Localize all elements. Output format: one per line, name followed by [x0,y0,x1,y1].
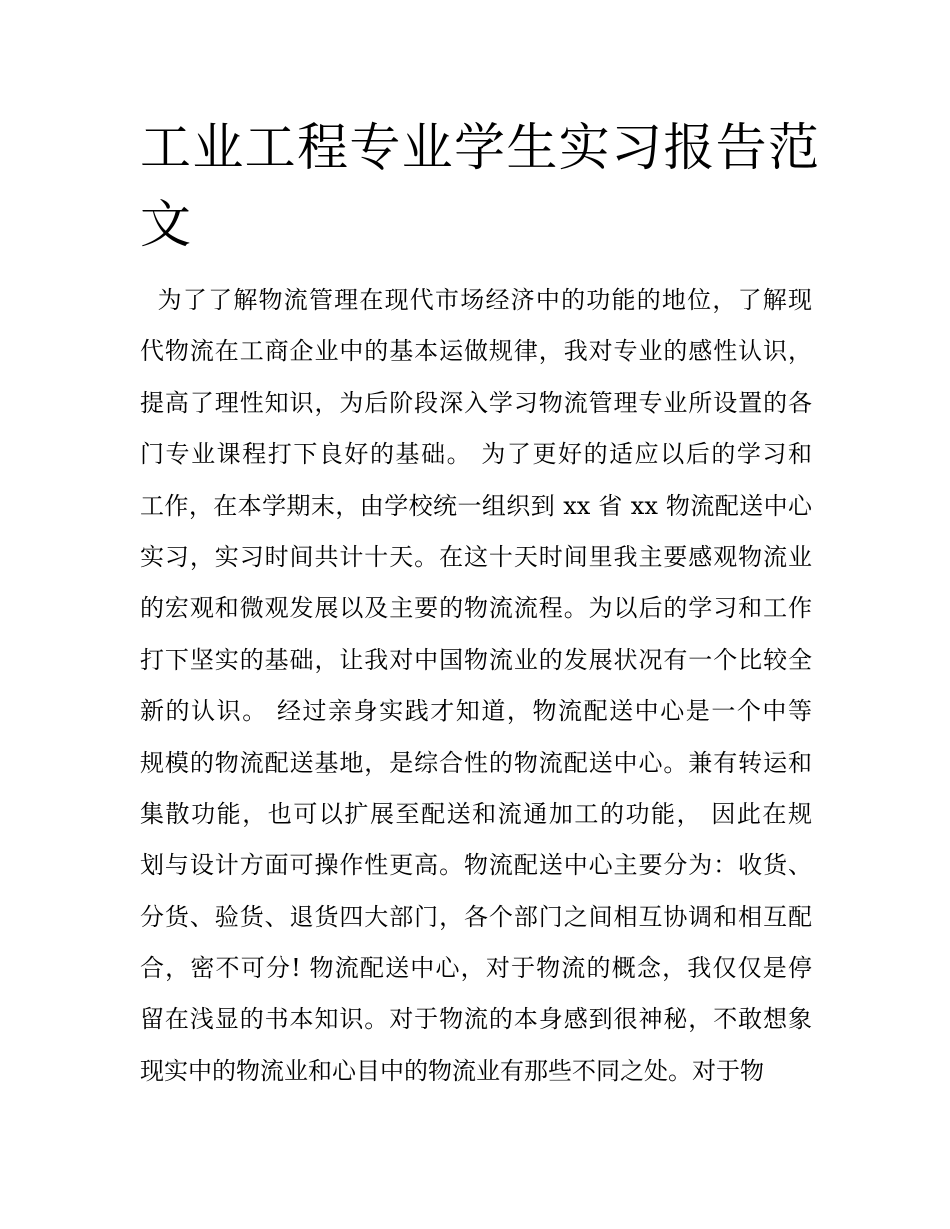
body-line: 打下坚实的基础，让我对中国物流业的发展状况有一个比较全 [140,645,812,674]
body-line: 为了了解物流管理在现代市场经济中的功能的地位，了解现 [140,286,812,314]
body-line: 门专业课程打下良好的基础。 为了更好的适应以后的学习和 [140,440,812,469]
body-line: 实习，实习时间共计十天。在这十天时间里我主要感观物流业 [140,542,812,571]
document-title [140,110,820,264]
body-line: 分货、验货、退货四大部门，各个部门之间相互协调和相互配 [140,902,812,931]
title-line: 工业工程专业学生实习报告范 [140,119,820,178]
body-line: 留在浅显的书本知识。对于物流的本身感到很神秘，不敢想象 [140,1005,812,1034]
body-line: 集散功能，也可以扩展至配送和流通加工的功能， 因此在规 [140,799,812,828]
body-line: 提高了理性知识，为后阶段深入学习物流管理专业所设置的各 [140,388,812,417]
body-line: 划与设计方面可操作性更高。物流配送中心主要分为：收货、 [140,851,812,880]
body-line: 代物流在工商企业中的基本运做规律，我对专业的感性认识， [140,337,812,366]
body-line: 现实中的物流业和心目中的物流业有那些不同之处。对于物 [140,1056,764,1085]
body-line: 新的认识。 经过亲身实践才知道，物流配送中心是一个中等 [140,697,812,726]
body-line: 的宏观和微观发展以及主要的物流流程。为以后的学习和工作 [140,594,812,623]
title-line: 文 [140,196,193,255]
document-body [140,275,812,1097]
body-line: 工作，在本学期末，由学校统一组织到 xx 省 xx 物流配送中心 [140,491,812,520]
body-line: 规模的物流配送基地，是综合性的物流配送中心。兼有转运和 [140,748,812,777]
body-line: 合，密不可分! 物流配送中心，对于物流的概念，我仅仅是停 [140,954,812,983]
